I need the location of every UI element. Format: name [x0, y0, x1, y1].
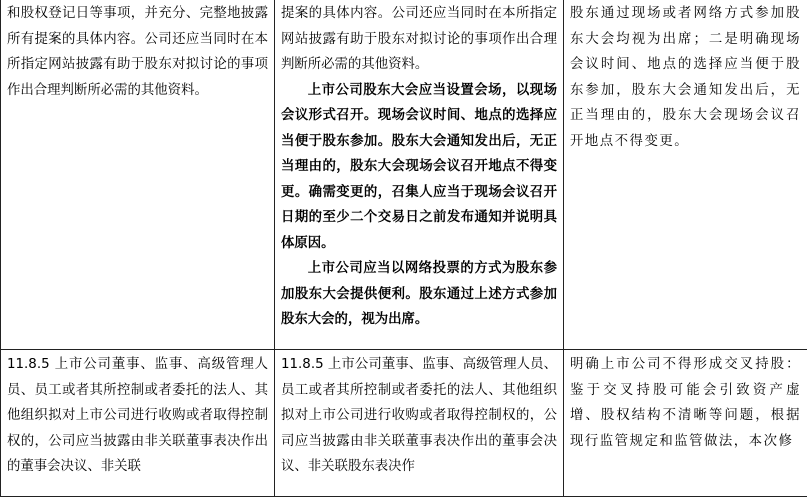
cell-text: 明确上市公司不得形成交叉持股：鉴于交叉持股可能会引致资产虚增、股权结构不清晰等问题，根据现行监管规定和监管做法，本次修 [570, 352, 801, 454]
cell-text: 提案的具体内容。公司还应当同时在本所指定网站披露有助于股东对拟讨论的事项作出合理判断所必需的其他资料。 [281, 1, 557, 78]
cell-text: 股东通过现场或者网络方式参加股东大会均视为出席；二是明确现场会议时间、地点的选择应当便于股东参加，股东大会通知发出后，无正当理由的，股东大会现场会议召开地点不得变更。 [570, 1, 801, 154]
cell-text: 11.8.5 上市公司董事、监事、高级管理人员、员工或者其所控制或者委托的法人、其他组织拟对上市公司进行收购或者取得控制权的，公司应当披露由非关联董事表决作出的董事会决议、非关联 [7, 352, 268, 480]
explanation-cell [564, 350, 807, 497]
cell-text-bold: 上市公司股东大会应当设置会场，以现场会议形式召开。现场会议时间、地点的选择应当便于股东参加。股东大会通知发出后，无正当理由的，股东大会现场会议召开地点不得变更。确需变更的，召集人应当于现场会议召开日期的至少二个交易日之前发布通知并说明具体原因。 [281, 78, 557, 257]
cell-text-bold: 上市公司应当以网络投票的方式为股东参加股东大会提供便利。股东通过上述方式参加股东大会的，视为出席。 [281, 256, 557, 333]
cell-text: 和股权登记日等事项，并充分、完整地披露所有提案的具体内容。公司还应当同时在本所指定网站披露有助于股东对拟讨论的事项作出合理判断所必需的其他资料。 [7, 1, 268, 103]
table-row [1, 0, 807, 350]
revised-rule-cell [275, 0, 564, 350]
revised-rule-cell [275, 350, 564, 497]
cell-text: 11.8.5 上市公司董事、监事、高级管理人员、员工或者其所控制或者委托的法人、其他组织拟对上市公司进行收购或者取得控制权的，公司应当披露由非关联董事表决作出的董事会决议、非关联股东表决作 [281, 352, 557, 480]
original-rule-cell [1, 350, 275, 497]
explanation-cell [564, 0, 807, 350]
table-row [1, 350, 807, 497]
original-rule-cell [1, 0, 275, 350]
